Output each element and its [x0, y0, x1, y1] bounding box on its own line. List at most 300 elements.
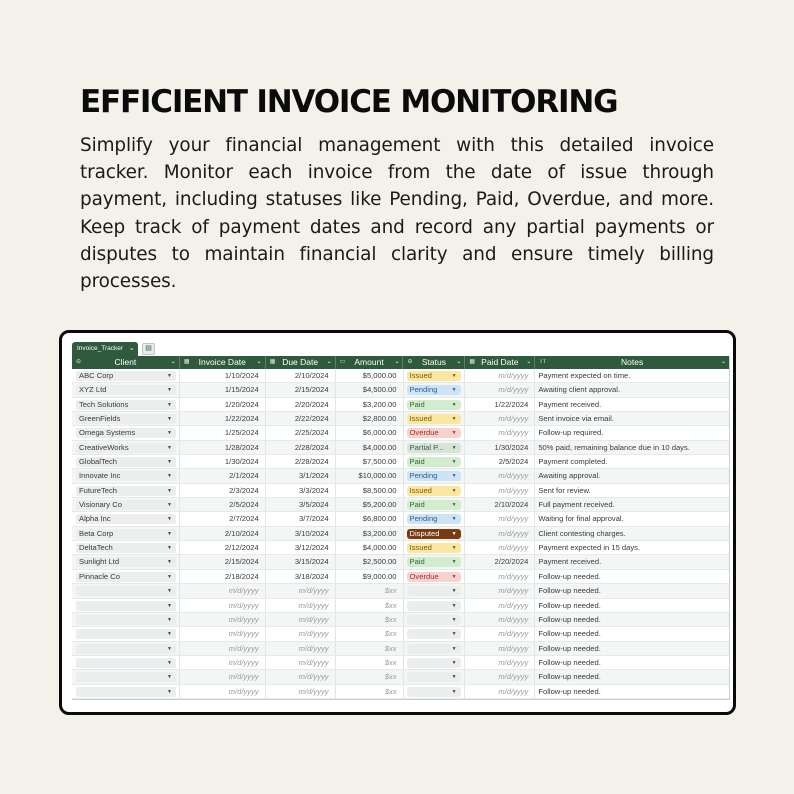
paid-date-cell[interactable]: m/d/yyyy — [465, 670, 535, 683]
client-select[interactable] — [76, 543, 176, 553]
amount-cell[interactable]: $6,000.00 — [336, 426, 404, 439]
table-body — [72, 369, 729, 699]
client-value: ABC Corp — [79, 371, 114, 380]
dropdown-arrow-icon[interactable]: ▼ — [167, 487, 172, 494]
status-cell[interactable] — [404, 484, 466, 497]
dropdown-arrow-icon[interactable]: ▼ — [451, 502, 457, 509]
client-select[interactable] — [76, 629, 176, 639]
invoice-date-cell[interactable]: m/d/yyyy — [180, 656, 266, 669]
dropdown-arrow-icon[interactable]: ▼ — [167, 416, 172, 423]
invoice-date-cell[interactable]: 1/22/2024 — [180, 412, 266, 425]
status-value: Overdue — [409, 571, 439, 581]
table-row — [72, 469, 729, 483]
dropdown-arrow-icon[interactable]: ▼ — [167, 688, 172, 695]
due-date-cell[interactable]: 3/7/2024 — [266, 512, 336, 525]
due-date-cell[interactable]: 3/12/2024 — [266, 541, 336, 554]
table-row — [72, 670, 729, 684]
calendar-icon: ▦ — [469, 359, 476, 365]
status-badge[interactable] — [407, 428, 461, 438]
client-value: XYZ Ltd — [79, 385, 107, 395]
client-cell[interactable] — [72, 455, 180, 468]
table-header-row — [72, 356, 729, 369]
dropdown-arrow-icon[interactable]: ▼ — [451, 645, 457, 652]
client-select[interactable] — [76, 414, 176, 424]
dropdown-arrow-icon[interactable]: ▼ — [167, 444, 172, 451]
dropdown-arrow-icon[interactable]: ▼ — [451, 530, 457, 537]
notes-cell[interactable]: Payment expected on time. — [538, 371, 631, 380]
table-row — [72, 512, 729, 526]
chevron-down-icon[interactable]: ⌄ — [128, 345, 135, 352]
notes-cell[interactable]: Follow-up needed. — [538, 643, 601, 653]
dropdown-arrow-icon[interactable]: ▼ — [167, 559, 172, 566]
client-cell[interactable] — [72, 369, 180, 382]
invoice-table — [72, 356, 730, 700]
dropdown-arrow-icon[interactable]: ▼ — [451, 473, 457, 480]
client-cell[interactable] — [72, 584, 180, 597]
currency-icon: ▭ — [339, 359, 346, 365]
due-date-cell[interactable]: 3/10/2024 — [266, 527, 336, 540]
status-cell[interactable] — [404, 555, 466, 568]
invoice-date-cell[interactable]: 1/28/2024 — [180, 441, 266, 454]
amount-cell[interactable]: $10,000.00 — [336, 469, 404, 482]
amount-cell[interactable]: $3,200.00 — [336, 527, 404, 540]
chevron-down-icon[interactable]: ⌄ — [326, 359, 332, 365]
chevron-down-icon[interactable]: ⌄ — [720, 359, 726, 365]
invoice-date-cell[interactable]: 2/15/2024 — [180, 555, 266, 568]
status-cell[interactable] — [404, 512, 466, 525]
client-select[interactable] — [76, 615, 176, 625]
due-date-cell[interactable]: m/d/yyyy — [266, 627, 336, 640]
dropdown-arrow-icon[interactable]: ▼ — [451, 688, 457, 695]
amount-cell[interactable]: $7,500.00 — [336, 455, 404, 468]
client-cell[interactable] — [72, 441, 180, 454]
dropdown-arrow-icon[interactable]: ▼ — [451, 401, 457, 408]
table-row — [72, 613, 729, 627]
client-select[interactable] — [76, 486, 176, 496]
dropdown-arrow-icon[interactable]: ▼ — [451, 602, 457, 609]
client-select[interactable] — [76, 557, 176, 567]
due-date-cell[interactable]: 3/5/2024 — [266, 498, 336, 511]
client-select[interactable] — [76, 572, 176, 582]
client-select[interactable] — [76, 471, 176, 481]
status-badge[interactable] — [407, 601, 461, 611]
status-cell[interactable] — [404, 441, 466, 454]
amount-cell[interactable]: $3,200.00 — [336, 398, 404, 411]
invoice-date-cell[interactable]: m/d/yyyy — [180, 685, 266, 698]
due-date-cell[interactable]: m/d/yyyy — [266, 642, 336, 655]
dropdown-arrow-icon[interactable]: ▼ — [451, 373, 457, 379]
dropdown-arrow-icon[interactable]: ▼ — [167, 588, 172, 595]
column-header-due-date[interactable]: ▦ Due Date ⌄ — [266, 356, 336, 369]
status-badge[interactable] — [407, 371, 461, 381]
status-cell[interactable] — [404, 627, 466, 640]
client-select[interactable] — [76, 658, 176, 668]
status-badge[interactable] — [407, 529, 461, 539]
client-value: Beta Corp — [79, 528, 114, 538]
client-select[interactable] — [76, 672, 176, 682]
invoice-date-cell[interactable]: 2/5/2024 — [180, 498, 266, 511]
due-date-cell[interactable]: m/d/yyyy — [266, 584, 336, 597]
dropdown-arrow-icon[interactable]: ▼ — [451, 459, 457, 466]
paid-date-cell[interactable]: m/d/yyyy — [465, 627, 535, 640]
paid-date-cell[interactable]: 2/20/2024 — [465, 555, 535, 568]
client-select[interactable] — [76, 514, 176, 524]
notes-cell[interactable]: Follow-up needed. — [538, 657, 601, 667]
notes-cell[interactable]: Payment expected in 15 days. — [538, 543, 641, 553]
client-cell[interactable] — [72, 527, 180, 540]
dropdown-arrow-icon[interactable]: ▼ — [167, 674, 172, 681]
notes-cell[interactable]: Follow-up required. — [538, 428, 604, 438]
notes-cell[interactable]: Waiting for final approval. — [538, 514, 624, 524]
status-value: Issued — [409, 414, 432, 424]
notes-cell[interactable]: Follow-up needed. — [538, 629, 601, 639]
status-badge[interactable] — [407, 400, 461, 410]
amount-cell[interactable]: $5,000.00 — [336, 369, 404, 382]
status-badge[interactable] — [407, 443, 461, 453]
chevron-down-icon[interactable]: ⌄ — [170, 359, 176, 365]
paid-date-cell[interactable]: m/d/yyyy — [465, 584, 535, 597]
table-view-icon[interactable]: ▤ — [142, 343, 155, 355]
invoice-date-cell[interactable]: 2/7/2024 — [180, 512, 266, 525]
status-cell[interactable] — [404, 369, 466, 382]
client-value: Sunlight Ltd — [79, 557, 120, 567]
due-date-cell[interactable]: 3/18/2024 — [266, 570, 336, 583]
amount-cell[interactable]: $xx — [336, 670, 404, 683]
amount-cell[interactable]: $4,000.00 — [336, 541, 404, 554]
client-select[interactable] — [76, 457, 176, 467]
dropdown-arrow-icon[interactable]: ▼ — [451, 430, 457, 437]
paid-date-cell[interactable]: m/d/yyyy — [465, 369, 535, 382]
client-cell[interactable] — [72, 656, 180, 669]
status-cell[interactable] — [404, 642, 466, 655]
invoice-date-cell[interactable]: m/d/yyyy — [180, 670, 266, 683]
amount-cell[interactable]: $9,000.00 — [336, 570, 404, 583]
client-cell[interactable] — [72, 613, 180, 626]
dropdown-arrow-icon[interactable]: ▼ — [167, 430, 172, 437]
notes-cell[interactable]: Follow-up needed. — [538, 600, 601, 610]
paid-date-cell[interactable]: 1/30/2024 — [465, 441, 535, 454]
status-badge[interactable] — [407, 514, 461, 524]
dropdown-arrow-icon[interactable]: ▼ — [451, 616, 457, 623]
chevron-down-icon[interactable]: ⌄ — [456, 359, 462, 365]
spreadsheet — [72, 340, 729, 701]
column-header-paid-date[interactable]: ▦ Paid Date ⌄ — [465, 356, 535, 369]
client-cell[interactable] — [72, 670, 180, 683]
notes-cell[interactable]: Awaiting client approval. — [538, 385, 621, 395]
amount-cell[interactable]: $xx — [336, 584, 404, 597]
amount-cell[interactable]: $xx — [336, 599, 404, 612]
due-date-cell[interactable]: m/d/yyyy — [266, 670, 336, 683]
invoice-date-cell[interactable]: 1/10/2024 — [180, 369, 266, 382]
amount-cell[interactable]: $xx — [336, 685, 404, 698]
due-date-cell[interactable]: 3/3/2024 — [266, 484, 336, 497]
amount-cell[interactable]: $4,500.00 — [336, 383, 404, 396]
status-cell[interactable] — [404, 541, 466, 554]
amount-cell[interactable]: $6,800.00 — [336, 512, 404, 525]
amount-cell[interactable]: $xx — [336, 642, 404, 655]
table-row — [72, 426, 729, 440]
invoice-date-cell[interactable]: m/d/yyyy — [180, 584, 266, 597]
status-cell[interactable] — [404, 656, 466, 669]
dropdown-arrow-icon[interactable]: ▼ — [167, 602, 172, 609]
dropdown-arrow-icon[interactable]: ▼ — [451, 516, 457, 523]
client-cell[interactable] — [72, 627, 180, 640]
paid-date-cell[interactable]: m/d/yyyy — [465, 642, 535, 655]
invoice-date-cell[interactable]: 1/20/2024 — [180, 398, 266, 411]
dropdown-arrow-icon[interactable]: ▼ — [167, 401, 172, 408]
status-cell[interactable] — [404, 398, 466, 411]
paid-date-cell[interactable]: m/d/yyyy — [465, 426, 535, 439]
invoice-date-cell[interactable]: m/d/yyyy — [180, 599, 266, 612]
dropdown-arrow-icon[interactable]: ▼ — [167, 459, 172, 466]
due-date-cell[interactable]: 2/22/2024 — [266, 412, 336, 425]
client-select[interactable] — [76, 443, 176, 453]
notes-cell[interactable]: Awaiting approval. — [538, 471, 601, 481]
paid-date-cell[interactable]: m/d/yyyy — [465, 685, 535, 698]
invoice-date-cell[interactable]: 2/10/2024 — [180, 527, 266, 540]
due-date-cell[interactable]: 2/28/2024 — [266, 455, 336, 468]
amount-cell[interactable]: $xx — [336, 656, 404, 669]
paid-date-cell[interactable]: m/d/yyyy — [465, 541, 535, 554]
client-value: Alpha Inc — [79, 514, 111, 524]
client-cell[interactable] — [72, 412, 180, 425]
paid-date-cell[interactable]: m/d/yyyy — [465, 383, 535, 396]
notes-cell[interactable]: Follow-up needed. — [538, 686, 601, 696]
status-value: Pending — [409, 514, 438, 524]
status-badge[interactable] — [407, 500, 461, 510]
status-badge[interactable] — [407, 414, 461, 424]
dropdown-arrow-icon[interactable]: ▼ — [167, 530, 172, 537]
due-date-cell[interactable]: 3/1/2024 — [266, 469, 336, 482]
paid-date-cell[interactable]: m/d/yyyy — [465, 412, 535, 425]
status-cell[interactable] — [404, 670, 466, 683]
sheet-tab-invoice-tracker[interactable] — [72, 342, 138, 356]
status-badge[interactable] — [407, 629, 461, 639]
dropdown-arrow-icon[interactable]: ▼ — [451, 416, 457, 423]
due-date-cell[interactable]: m/d/yyyy — [266, 599, 336, 612]
client-cell[interactable] — [72, 398, 180, 411]
due-date-cell[interactable]: m/d/yyyy — [266, 613, 336, 626]
invoice-date-cell[interactable]: 2/3/2024 — [180, 484, 266, 497]
notes-cell[interactable]: Full payment received. — [538, 500, 615, 510]
amount-cell[interactable]: $xx — [336, 627, 404, 640]
invoice-date-cell[interactable]: 1/25/2024 — [180, 426, 266, 439]
due-date-cell[interactable]: 2/10/2024 — [266, 369, 336, 382]
due-date-cell[interactable]: 2/25/2024 — [266, 426, 336, 439]
chevron-down-icon[interactable]: ⌄ — [256, 359, 262, 365]
status-cell[interactable] — [404, 469, 466, 482]
status-value: Disputed — [409, 528, 440, 538]
paid-date-cell[interactable]: m/d/yyyy — [465, 527, 535, 540]
client-select[interactable] — [76, 400, 176, 410]
notes-cell[interactable]: Follow-up needed. — [538, 586, 601, 596]
dropdown-arrow-icon[interactable]: ▼ — [451, 573, 457, 580]
amount-cell[interactable]: $2,500.00 — [336, 555, 404, 568]
dropdown-arrow-icon[interactable]: ▼ — [451, 444, 457, 451]
invoice-date-cell[interactable]: m/d/yyyy — [180, 613, 266, 626]
amount-cell[interactable]: $8,500.00 — [336, 484, 404, 497]
notes-cell[interactable]: Client contesting charges. — [538, 528, 626, 538]
notes-cell[interactable]: Follow-up needed. — [538, 571, 601, 581]
client-cell[interactable] — [72, 426, 180, 439]
status-cell[interactable] — [404, 426, 466, 439]
status-badge[interactable] — [407, 486, 461, 496]
status-badge[interactable] — [407, 644, 461, 654]
dropdown-arrow-icon[interactable]: ▼ — [451, 559, 457, 566]
client-select[interactable] — [76, 385, 176, 395]
client-value: GlobalTech — [79, 457, 117, 467]
due-date-cell[interactable]: m/d/yyyy — [266, 656, 336, 669]
status-badge[interactable] — [407, 586, 461, 596]
status-badge[interactable] — [407, 543, 461, 553]
amount-cell[interactable]: $5,200.00 — [336, 498, 404, 511]
client-select[interactable] — [76, 687, 176, 697]
chevron-down-icon[interactable]: ⌄ — [526, 359, 532, 365]
paid-date-cell[interactable]: m/d/yyyy — [465, 484, 535, 497]
invoice-date-cell[interactable]: m/d/yyyy — [180, 642, 266, 655]
status-cell[interactable] — [404, 613, 466, 626]
paid-date-cell[interactable]: 1/22/2024 — [465, 398, 535, 411]
client-cell[interactable] — [72, 555, 180, 568]
status-cell[interactable] — [404, 455, 466, 468]
paid-date-cell[interactable]: m/d/yyyy — [465, 599, 535, 612]
dropdown-arrow-icon[interactable]: ▼ — [451, 631, 457, 638]
invoice-date-cell[interactable]: m/d/yyyy — [180, 627, 266, 640]
client-select[interactable] — [76, 500, 176, 510]
status-value: Paid — [409, 500, 425, 510]
status-cell[interactable] — [404, 383, 466, 396]
status-cell[interactable] — [404, 570, 466, 583]
status-cell[interactable] — [404, 498, 466, 511]
dropdown-arrow-icon[interactable]: ▼ — [167, 502, 172, 509]
chevron-down-icon[interactable]: ⌄ — [394, 359, 400, 365]
notes-cell[interactable]: Sent invoice via email. — [538, 414, 614, 424]
dropdown-arrow-icon[interactable]: ▼ — [167, 631, 172, 638]
status-badge[interactable] — [407, 471, 461, 481]
client-cell[interactable] — [72, 484, 180, 497]
client-cell[interactable] — [72, 642, 180, 655]
amount-cell[interactable]: $4,000.00 — [336, 441, 404, 454]
status-cell[interactable] — [404, 527, 466, 540]
dropdown-arrow-icon[interactable]: ▼ — [167, 473, 172, 480]
paid-date-cell[interactable]: 2/10/2024 — [465, 498, 535, 511]
dropdown-arrow-icon[interactable]: ▼ — [167, 616, 172, 623]
notes-cell[interactable]: Follow-up needed. — [538, 614, 601, 624]
dropdown-arrow-icon[interactable]: ▼ — [167, 659, 172, 666]
due-date-cell[interactable]: 2/20/2024 — [266, 398, 336, 411]
notes-cell[interactable]: Payment received. — [538, 399, 602, 409]
client-cell[interactable] — [72, 599, 180, 612]
column-header-status[interactable]: ⊖ Status ⌄ — [403, 356, 465, 369]
notes-cell[interactable]: Sent for review. — [538, 485, 591, 495]
dropdown-arrow-icon[interactable]: ▼ — [167, 373, 172, 379]
amount-cell[interactable]: $xx — [336, 613, 404, 626]
status-badge[interactable] — [407, 457, 461, 467]
status-badge[interactable] — [407, 658, 461, 668]
client-select[interactable] — [76, 428, 176, 438]
status-badge[interactable] — [407, 572, 461, 582]
dropdown-arrow-icon[interactable]: ▼ — [167, 545, 172, 552]
client-value: Tech Solutions — [79, 399, 129, 409]
due-date-cell[interactable]: 2/28/2024 — [266, 441, 336, 454]
client-select[interactable] — [76, 529, 176, 539]
status-badge[interactable] — [407, 687, 461, 697]
page-description: Simplify your financial management with this detailed invoice tracker. Monitor each invoice from the date of issue through payment, including statuses like Pending, Paid, Overdue, and more. Keep track of payment dates and record any partial payments or disputes to maintain financial clarity and ensure timely billing processes. — [80, 135, 714, 293]
client-select[interactable] — [76, 371, 176, 381]
table-row — [72, 570, 729, 584]
status-cell[interactable] — [404, 584, 466, 597]
client-cell[interactable] — [72, 498, 180, 511]
status-value: Pending — [409, 471, 438, 481]
notes-cell[interactable]: Payment completed. — [538, 457, 608, 467]
status-badge[interactable] — [407, 615, 461, 625]
column-header-client[interactable]: ⊖ Client ⌄ — [72, 356, 180, 369]
paid-date-cell[interactable]: m/d/yyyy — [465, 656, 535, 669]
dropdown-arrow-icon[interactable]: ▼ — [451, 545, 457, 552]
client-cell[interactable] — [72, 383, 180, 396]
status-badge[interactable] — [407, 385, 461, 395]
status-badge[interactable] — [407, 557, 461, 567]
status-cell[interactable] — [404, 685, 466, 698]
invoice-date-cell[interactable]: 1/30/2024 — [180, 455, 266, 468]
table-row — [72, 455, 729, 469]
due-date-cell[interactable]: m/d/yyyy — [266, 685, 336, 698]
amount-cell[interactable]: $2,800.00 — [336, 412, 404, 425]
status-cell[interactable] — [404, 412, 466, 425]
dropdown-arrow-icon[interactable]: ▼ — [451, 588, 457, 595]
paid-date-cell[interactable]: m/d/yyyy — [465, 613, 535, 626]
paid-date-cell[interactable]: m/d/yyyy — [465, 570, 535, 583]
invoice-date-cell[interactable]: 2/18/2024 — [180, 570, 266, 583]
dropdown-arrow-icon[interactable]: ▼ — [451, 659, 457, 666]
paid-date-cell[interactable]: m/d/yyyy — [465, 512, 535, 525]
dropdown-arrow-icon[interactable]: ▼ — [451, 674, 457, 681]
client-cell[interactable] — [72, 512, 180, 525]
client-cell[interactable] — [72, 570, 180, 583]
client-select[interactable] — [76, 644, 176, 654]
invoice-date-cell[interactable]: 2/12/2024 — [180, 541, 266, 554]
dropdown-arrow-icon[interactable]: ▼ — [167, 516, 172, 523]
notes-cell[interactable]: Follow-up needed. — [538, 672, 601, 682]
column-header-invoice-date[interactable]: ▦ Invoice Date ⌄ — [180, 356, 266, 369]
client-cell[interactable] — [72, 685, 180, 698]
paid-date-cell[interactable]: 2/5/2024 — [465, 455, 535, 468]
client-select[interactable] — [76, 586, 176, 596]
paid-date-cell[interactable]: m/d/yyyy — [465, 469, 535, 482]
client-value: DeltaTech — [79, 543, 113, 553]
notes-cell[interactable]: 50% paid, remaining balance due in 10 days. — [538, 442, 690, 452]
client-cell[interactable] — [72, 541, 180, 554]
status-badge[interactable] — [407, 672, 461, 682]
status-cell[interactable] — [404, 599, 466, 612]
status-value: Paid — [409, 457, 425, 467]
text-column-icon: Tт — [539, 359, 546, 365]
client-select[interactable] — [76, 601, 176, 611]
dropdown-arrow-icon[interactable]: ▼ — [167, 645, 172, 652]
client-cell[interactable] — [72, 469, 180, 482]
invoice-date-cell[interactable]: 1/15/2024 — [180, 383, 266, 396]
due-date-cell[interactable]: 2/15/2024 — [266, 383, 336, 396]
invoice-date-cell[interactable]: 2/1/2024 — [180, 469, 266, 482]
column-header-amount[interactable]: ▭ Amount ⌄ — [336, 356, 404, 369]
notes-cell[interactable]: Payment received. — [538, 557, 602, 567]
dropdown-arrow-icon[interactable]: ▼ — [451, 387, 457, 394]
dropdown-arrow-icon[interactable]: ▼ — [451, 487, 457, 494]
dropdown-arrow-icon[interactable]: ▼ — [167, 573, 172, 580]
dropdown-arrow-icon[interactable]: ▼ — [167, 387, 172, 394]
due-date-cell[interactable]: 3/15/2024 — [266, 555, 336, 568]
column-header-notes[interactable]: Tт Notes ⌄ — [539, 357, 726, 367]
